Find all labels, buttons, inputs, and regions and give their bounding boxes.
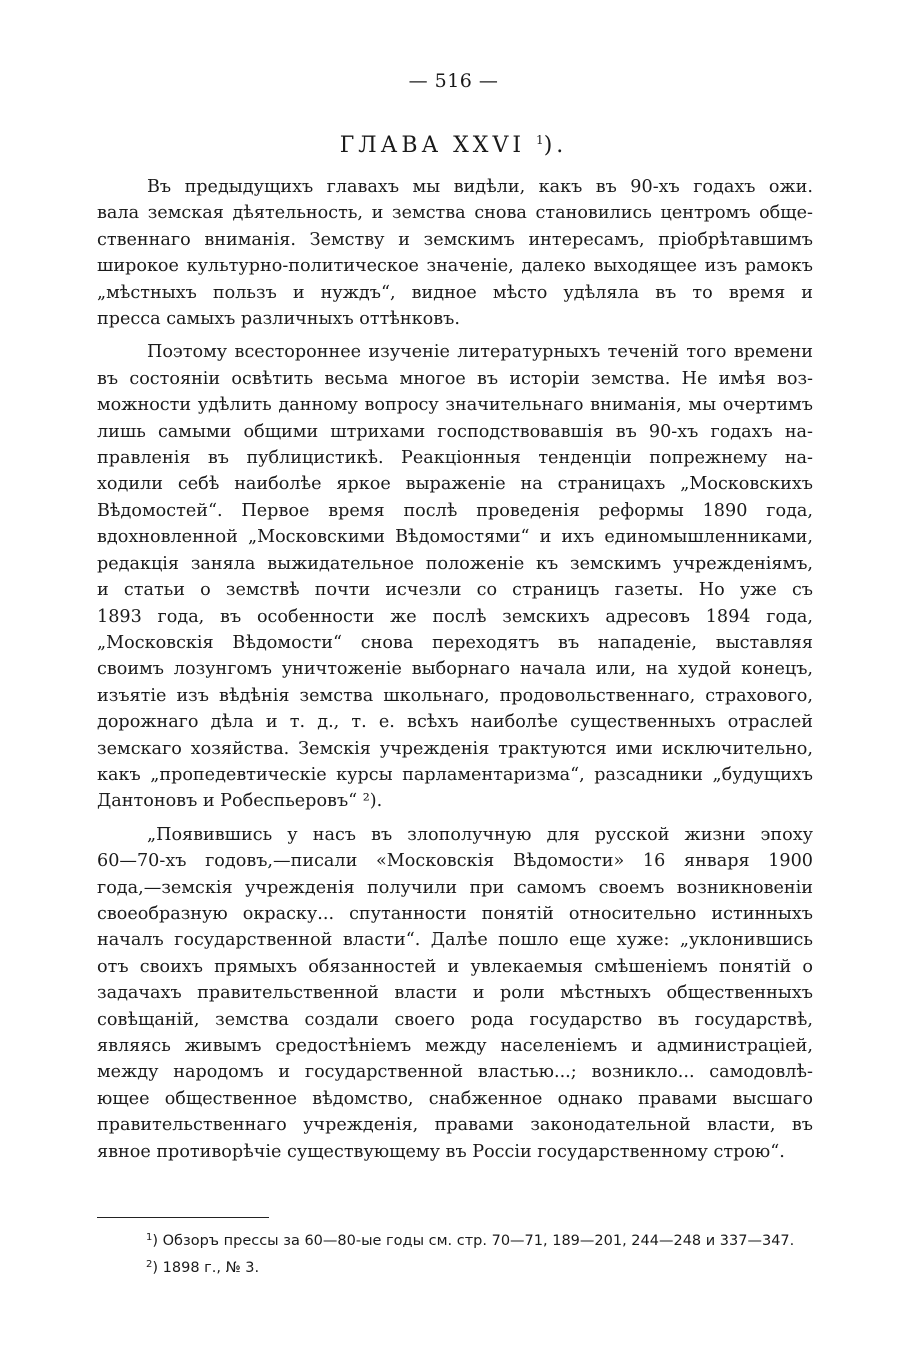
text-line: „Появившись у насъ въ злополучную для русской жизни эпоху <box>147 824 813 845</box>
paragraph <box>97 174 813 332</box>
text-line: изъятіе изъ вѣдѣнія земства школьнаго, продовольственнаго, страхового, <box>97 685 813 706</box>
text-line: можности удѣлить данному вопросу значительнаго вниманія, мы очертимъ <box>97 395 813 416</box>
text-line: между народомъ и государственной властью...; возникло... самодовлѣ- <box>97 1062 813 1083</box>
text-line: редакція заняла выжидательное положеніе къ земскимъ учрежденіямъ, <box>97 553 813 574</box>
chapter-title-suffix: ). <box>543 133 568 158</box>
chapter-title <box>0 133 907 158</box>
body-text <box>97 174 813 1165</box>
paragraph <box>97 822 813 1165</box>
text-line: вала земская дѣятельность, и земства снова становились центромъ обще- <box>97 203 813 224</box>
footnote-mark: 1 <box>146 1232 153 1243</box>
paragraph <box>97 339 813 814</box>
text-line: пресса самыхъ различныхъ оттѣнковъ. <box>97 309 460 330</box>
text-line: началъ государственной власти“. Далѣе пошло еще хуже: „уклонившись <box>97 930 813 951</box>
text-line: правительственнаго учрежденія, правами законодательной власти, въ <box>97 1115 813 1136</box>
text-line: задачахъ правительственной власти и роли мѣстныхъ общественныхъ <box>97 983 813 1004</box>
footnote <box>146 1253 816 1280</box>
text-line: „мѣстныхъ пользъ и нуждъ“, видное мѣсто удѣляла въ то время и <box>97 282 813 303</box>
text-line: правленія въ публицистикѣ. Реакціонныя тенденціи попрежнему на- <box>97 448 813 469</box>
text-line: „Московскія Вѣдомости“ снова переходятъ въ нападеніе, выставляя <box>97 632 813 653</box>
text-line: вдохновленной „Московскими Вѣдомостями“ и ихъ единомышленниками, <box>97 527 813 548</box>
text-line: Поэтому всестороннее изученіе литературныхъ теченій того времени <box>147 342 813 363</box>
text-line: своимъ лозунгомъ уничтоженіе выборнаго начала или, на худой конецъ, <box>97 659 813 680</box>
page-number: — 516 — <box>408 70 499 92</box>
text-line: своеобразную окраску... спутанности понятій относительно истинныхъ <box>97 903 813 924</box>
text-line: Дантоновъ и Робеспьеровъ“ ²). <box>97 791 383 812</box>
footnote-text: ) Обзоръ прессы за 60—80-ые годы см. стр. 70—71, 189—201, 244—248 и 337—347. <box>152 1233 795 1249</box>
footnotes <box>146 1226 816 1280</box>
text-line: въ состояніи освѣтить весьма многое въ исторіи земства. Не имѣя воз- <box>97 368 813 389</box>
text-line: земскаго хозяйства. Земскія учрежденія трактуются ими исключительно, <box>97 738 813 759</box>
chapter-title-text: ГЛАВА XXVI <box>339 133 526 158</box>
text-line: Вѣдомостей“. Первое время послѣ проведенія реформы 1890 года, <box>97 500 813 521</box>
text-line: какъ „пропедевтическіе курсы парламентаризма“, разсадники „будущихъ <box>97 764 813 785</box>
footnote-text: ) 1898 г., № 3. <box>152 1260 260 1276</box>
text-line: явное противорѣчіе существующему въ Россіи государственному строю“. <box>97 1141 785 1162</box>
footnote-mark: 2 <box>146 1259 153 1270</box>
text-line: ственнаго вниманія. Земству и земскимъ интересамъ, пріобрѣтавшимъ <box>97 229 813 250</box>
text-line: и статьи о земствѣ почти исчезли со страницъ газеты. Но уже съ <box>97 580 813 601</box>
footnote <box>146 1226 816 1253</box>
footnote-divider <box>97 1217 269 1218</box>
text-line: 60—70-хъ годовъ,—писали «Московскія Вѣдомости» 16 января 1900 <box>97 851 813 872</box>
text-line: ходили себѣ наиболѣе яркое выраженіе на страницахъ „Московскихъ <box>97 474 813 495</box>
text-line: лишь самыми общими штрихами господствовавшія въ 90-хъ годахъ на- <box>97 421 813 442</box>
text-line: совѣщаній, земства создали своего рода государство въ государствѣ, <box>97 1009 813 1030</box>
text-line: отъ своихъ прямыхъ обязанностей и увлекаемыя смѣшеніемъ понятій о <box>97 956 813 977</box>
text-line: широкое культурно-политическое значеніе, далеко выходящее изъ рамокъ <box>97 256 813 277</box>
text-line: Въ предыдущихъ главахъ мы видѣли, какъ въ 90-хъ годахъ ожи. <box>147 177 813 197</box>
text-line: являясь живымъ средостѣніемъ между населеніемъ и администраціей, <box>97 1036 813 1056</box>
chapter-footnote-mark: 1 <box>536 133 544 147</box>
text-line: дорожнаго дѣла и т. д., т. е. всѣхъ наиболѣе существенныхъ отраслей <box>97 712 813 733</box>
text-line: 1893 года, въ особенности же послѣ земскихъ адресовъ 1894 года, <box>97 606 813 627</box>
text-line: года,—земскія учрежденія получили при самомъ своемъ возникновеніи <box>97 877 813 898</box>
text-line: ющее общественное вѣдомство, снабженное однако правами высшаго <box>97 1088 813 1109</box>
